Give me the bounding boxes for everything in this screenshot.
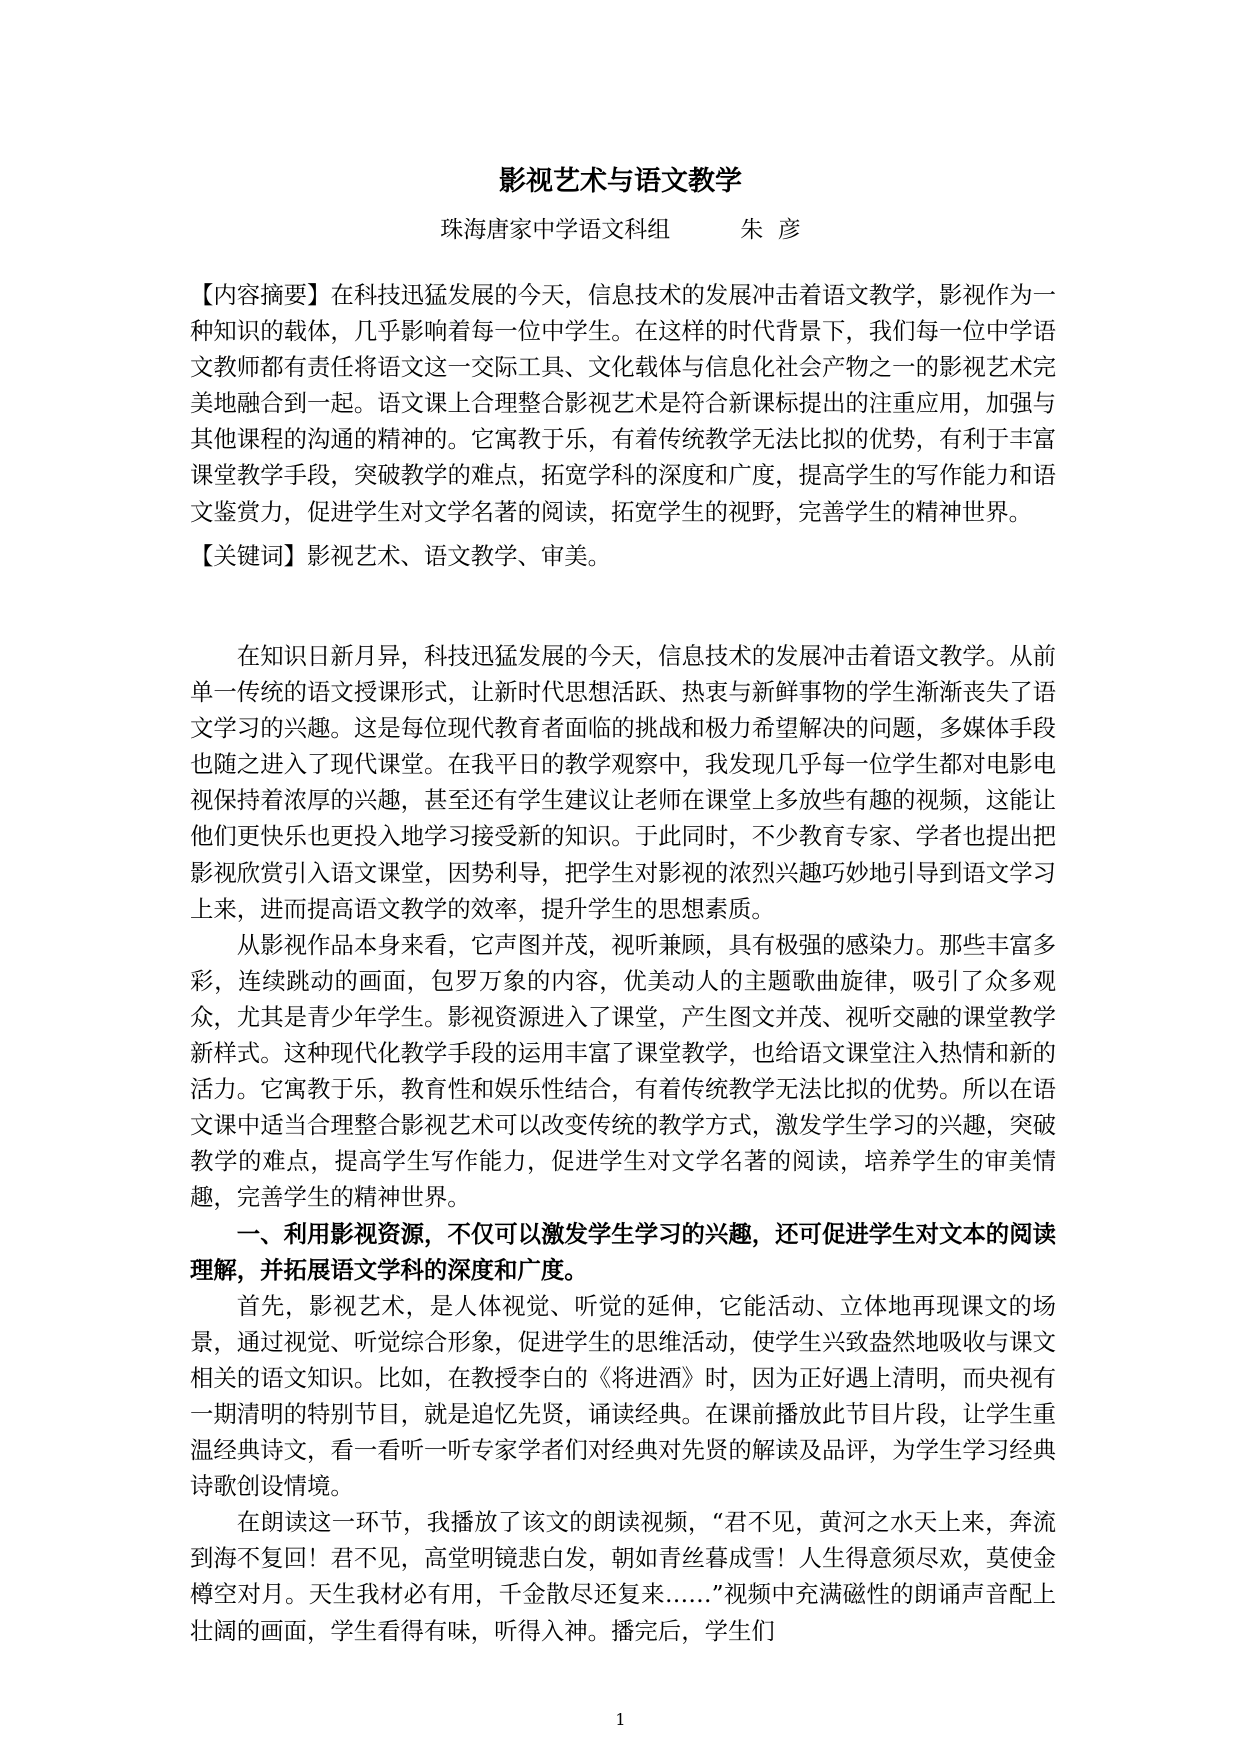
section-heading: 一、利用影视资源，不仅可以激发学生学习的兴趣，还可促进学生对文本的阅读理解，并拓展语文学科的深度和广度。	[190, 1219, 1056, 1284]
keywords-text: 【关键词】影视艺术、语文教学、审美。	[190, 542, 612, 570]
keywords-block	[190, 538, 1056, 574]
page-number: 1	[615, 1710, 626, 1729]
body-paragraph: 在朗读这一环节，我播放了该文的朗读视频，“君不见，黄河之水天上来，奔流到海不复回！君不见，高堂明镜悲白发，朝如青丝暮成雪！人生得意须尽欢，莫使金樽空对月。天生我材必有用，千金散尽还复来……”视频中充满磁性的朗诵声音配上壮阔的画面，学生看得有味，听得入神。播完后，学生们	[190, 1508, 1056, 1645]
document-title: 影视艺术与语文教学	[499, 166, 742, 197]
author-line	[0, 210, 1241, 250]
abstract-text: 【内容摘要】在科技迅猛发展的今天，信息技术的发展冲击着语文教学，影视作为一种知识的载体，几乎影响着每一位中学生。在这样的时代背景下，我们每一位中学语文教师都有责任将语文这一交际工具、文化载体与信息化社会产物之一的影视艺术完美地融合到一起。语文课上合理整合影视艺术是符合新课标提出的注重应用，加强与其他课程的沟通的精神的。它寓教于乐，有着传统教学无法比拟的优势，有利于丰富课堂教学手段，突破教学的难点，拓宽学科的深度和广度，提高学生的写作能力和语文鉴赏力，促进学生对文学名著的阅读，拓宽学生的视野，完善学生的精神世界。	[190, 281, 1056, 526]
body-paragraph: 首先，影视艺术，是人体视觉、听觉的延伸，它能活动、立体地再现课文的场景，通过视觉、听觉综合形象，促进学生的思维活动，使学生兴致盎然地吸收与课文相关的语文知识。比如，在教授李白的《将进酒》时，因为正好遇上清明，而央视有一期清明的特别节目，就是追忆先贤，诵读经典。在课前播放此节目片段，让学生重温经典诗文，看一看听一听专家学者们对经典对先贤的解读及品评，为学生学习经典诗歌创设情境。	[190, 1291, 1056, 1501]
abstract-block	[190, 277, 1056, 530]
body-paragraph: 在知识日新月异，科技迅猛发展的今天，信息技术的发展冲击着语文教学。从前单一传统的语文授课形式，让新时代思想活跃、热衷与新鲜事物的学生渐渐丧失了语文学习的兴趣。这是每位现代教育者面临的挑战和极力希望解决的问题，多媒体手段也随之进入了现代课堂。在我平日的教学观察中，我发现几乎每一位学生都对电影电视保持着浓厚的兴趣，甚至还有学生建议让老师在课堂上多放些有趣的视频，这能让他们更快乐也更投入地学习接受新的知识。于此同时，不少教育专家、学者也提出把影视欣赏引入语文课堂，因势利导，把学生对影视的浓烈兴趣巧妙地引导到语文学习上来，进而提高语文教学的效率，提升学生的思想素质。	[190, 642, 1056, 923]
body-text	[190, 638, 1056, 1649]
school-group: 珠海唐家中学语文科组	[440, 217, 671, 243]
body-paragraph: 从影视作品本身来看，它声图并茂，视听兼顾，具有极强的感染力。那些丰富多彩，连续跳动的画面，包罗万象的内容，优美动人的主题歌曲旋律，吸引了众多观众，尤其是青少年学生。影视资源进入了课堂，产生图文并茂、视听交融的课堂教学新样式。这种现代化教学手段的运用丰富了课堂教学，也给语文课堂注入热情和新的活力。它寓教于乐，教育性和娱乐性结合，有着传统教学无法比拟的优势。所以在语文课中适当合理整合影视艺术可以改变传统的教学方式，激发学生学习的兴趣，突破教学的难点，提高学生写作能力，促进学生对文学名著的阅读，培养学生的审美情趣，完善学生的精神世界。	[190, 930, 1056, 1212]
author-name: 朱 彦	[740, 217, 801, 243]
